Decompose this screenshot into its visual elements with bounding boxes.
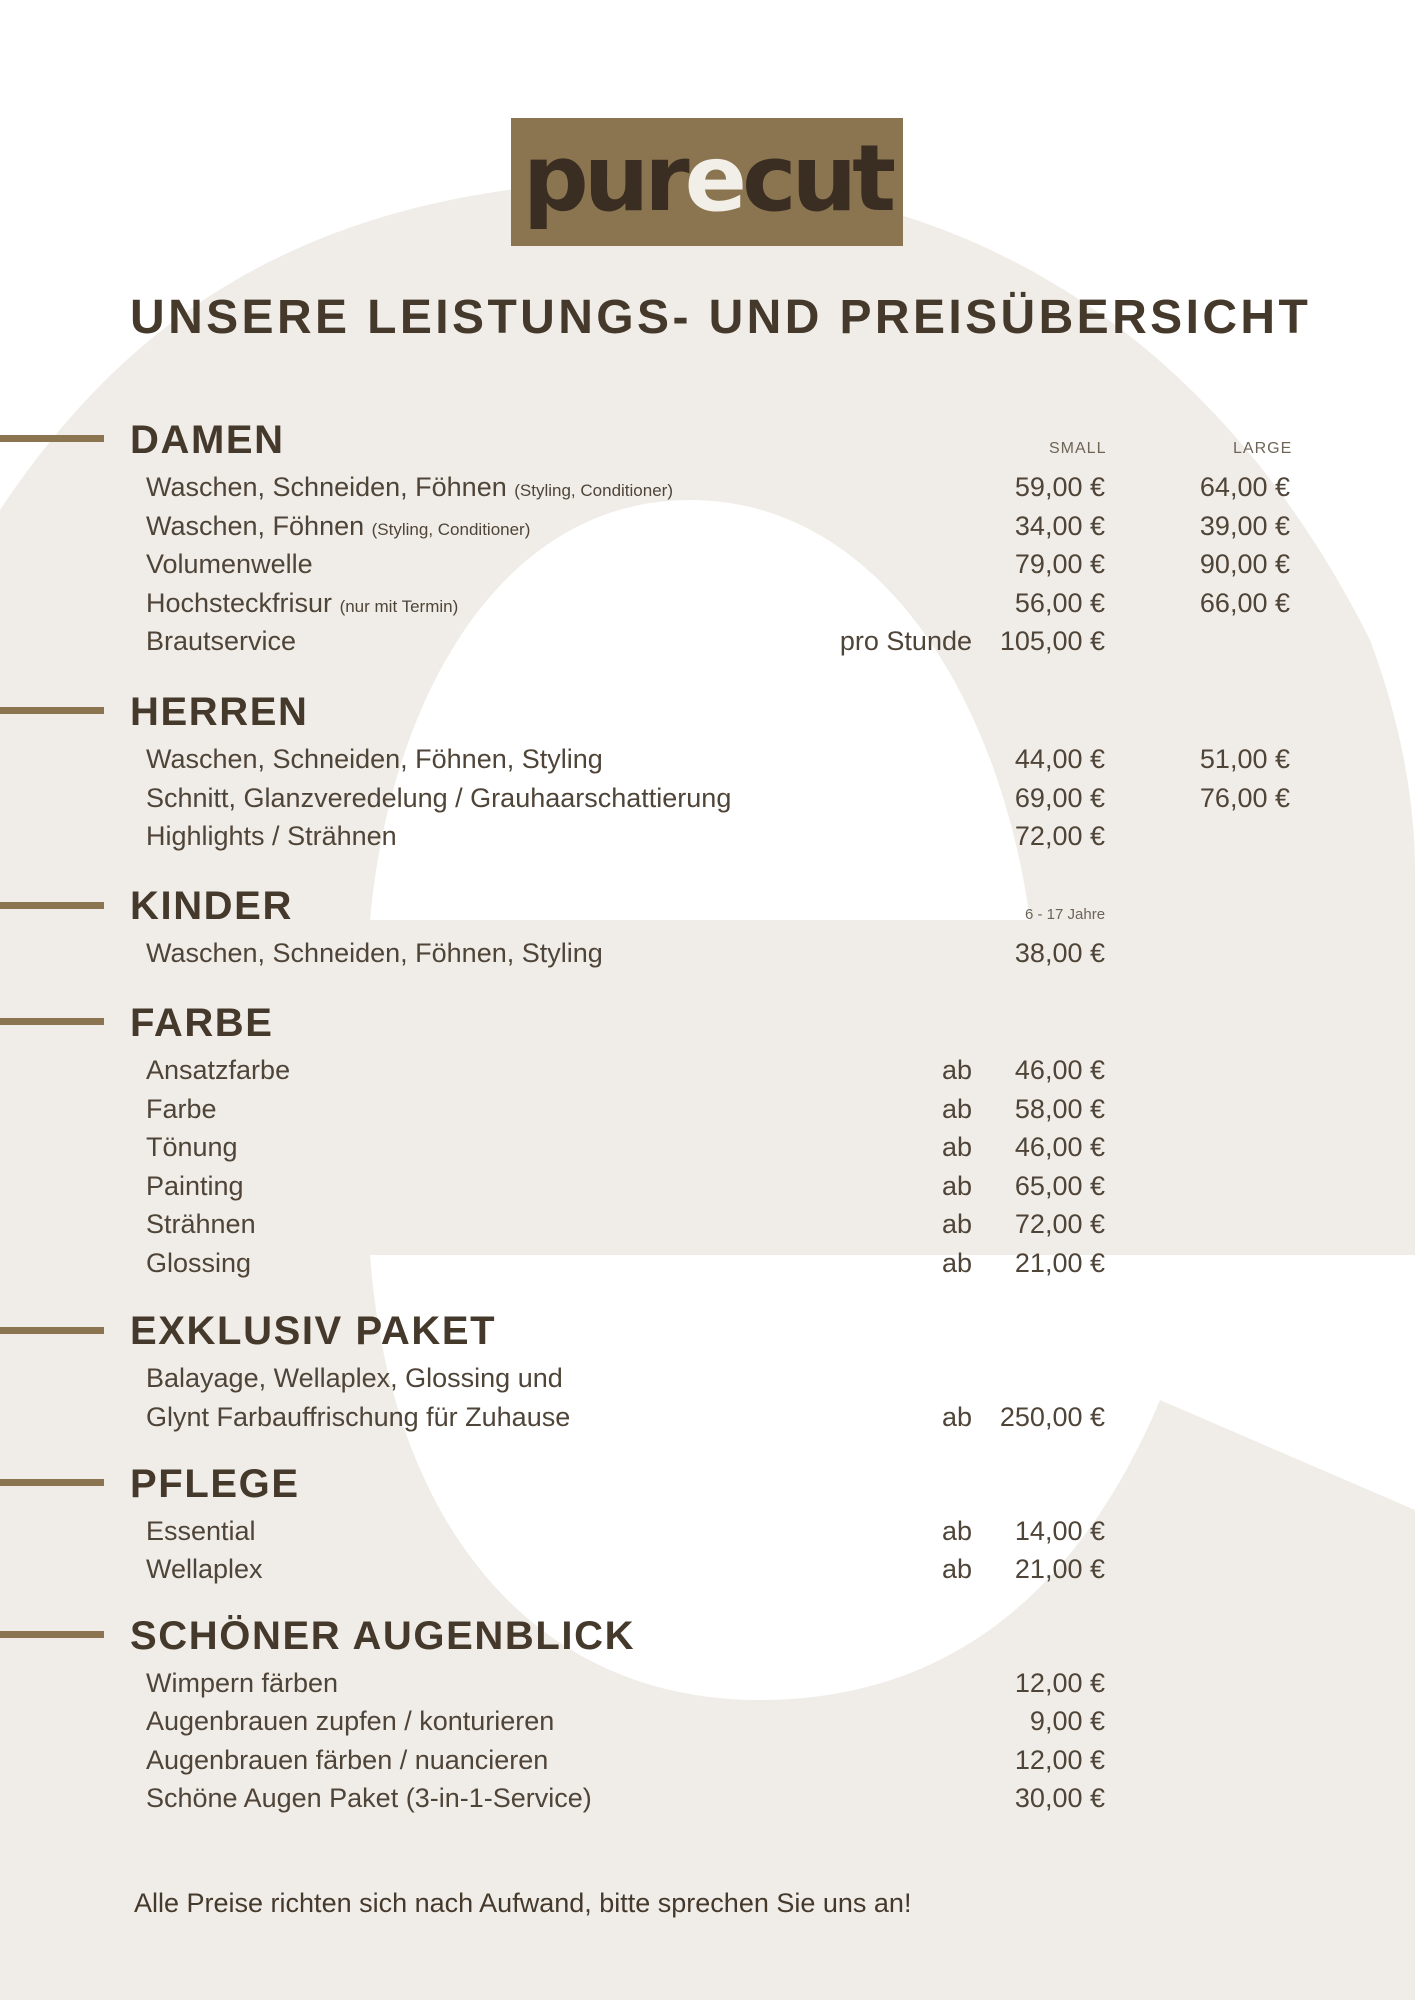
price-row: [0, 1053, 1415, 1087]
price-row: [0, 1704, 1415, 1738]
price-small: 14,00 €: [1014, 1516, 1105, 1546]
service-note: (Styling, Conditioner): [371, 520, 531, 539]
purecut-logo: [511, 118, 903, 246]
price-small: 12,00 €: [1014, 1668, 1105, 1698]
price-row: [0, 1246, 1415, 1280]
logo-text-e: e: [684, 125, 743, 232]
price-row: [0, 1130, 1415, 1164]
price-small: 21,00 €: [1014, 1248, 1105, 1278]
price-qualifier: ab: [941, 1248, 972, 1278]
logo-text-cut: cut: [742, 125, 892, 232]
service-name: Wellaplex: [146, 1554, 263, 1584]
price-small: 58,00 €: [1014, 1094, 1105, 1124]
service-name: Waschen, Schneiden, Föhnen, Styling: [146, 744, 603, 774]
section-title-kinder: KINDER: [130, 884, 293, 928]
price-small: 72,00 €: [1014, 821, 1105, 851]
column-header-large: LARGE: [1233, 440, 1293, 457]
price-qualifier: ab: [941, 1055, 972, 1085]
service-name: Essential: [146, 1516, 256, 1546]
price-row: [0, 1743, 1415, 1777]
price-large: 90,00 €: [1199, 549, 1290, 579]
section-title-pflege: PFLEGE: [130, 1462, 300, 1506]
service-name: Strähnen: [146, 1209, 256, 1239]
price-small: 250,00 €: [999, 1402, 1105, 1432]
price-qualifier: ab: [941, 1171, 972, 1201]
service-name: Balayage, Wellaplex, Glossing und: [146, 1363, 563, 1393]
price-row: [0, 470, 1415, 504]
price-row: [0, 1207, 1415, 1241]
price-small: 9,00 €: [1029, 1706, 1105, 1736]
section-bar: [0, 1327, 104, 1334]
price-row: [0, 1361, 1415, 1395]
price-large: 66,00 €: [1199, 588, 1290, 618]
section-title-exklusiv: EXKLUSIV PAKET: [130, 1309, 497, 1353]
section-bar: [0, 1631, 104, 1638]
section-bar: [0, 1479, 104, 1486]
service-name: Augenbrauen zupfen / konturieren: [146, 1706, 555, 1736]
service-name: Schöne Augen Paket (3-in-1-Service): [146, 1783, 592, 1813]
price-small: 21,00 €: [1014, 1554, 1105, 1584]
price-qualifier: ab: [941, 1554, 972, 1584]
service-name: Schnitt, Glanzveredelung / Grauhaarschattierung: [146, 783, 732, 813]
price-small: 79,00 €: [1014, 549, 1105, 579]
price-large: 51,00 €: [1199, 744, 1290, 774]
section-bar: [0, 902, 104, 909]
price-qualifier: ab: [941, 1132, 972, 1162]
page-title: UNSERE LEISTUNGS- UND PREISÜBERSICHT: [130, 291, 1312, 344]
section-title-damen: DAMEN: [130, 418, 285, 462]
price-row: [0, 1400, 1415, 1434]
price-row: [0, 1514, 1415, 1548]
price-small: 105,00 €: [999, 626, 1105, 656]
price-row: [0, 936, 1415, 970]
price-row: [0, 781, 1415, 815]
section-bar: [0, 435, 104, 442]
price-row: [0, 1666, 1415, 1700]
price-large: 76,00 €: [1199, 783, 1290, 813]
price-small: 44,00 €: [1014, 744, 1105, 774]
price-large: 64,00 €: [1199, 472, 1290, 502]
price-qualifier: pro Stunde: [839, 626, 972, 656]
price-qualifier: ab: [941, 1209, 972, 1239]
price-row: [0, 547, 1415, 581]
service-name: Painting: [146, 1171, 244, 1201]
price-row: [0, 1169, 1415, 1203]
price-small: 65,00 €: [1014, 1171, 1105, 1201]
service-name: Volumenwelle: [146, 549, 313, 579]
section-title-farbe: FARBE: [130, 1001, 274, 1045]
service-name: Waschen, Schneiden, Föhnen (Styling, Conditioner): [146, 472, 673, 502]
price-small: 34,00 €: [1014, 511, 1105, 541]
service-name: Waschen, Schneiden, Föhnen, Styling: [146, 938, 603, 968]
section-bar: [0, 707, 104, 714]
price-row: [0, 1552, 1415, 1586]
service-name: Hochsteckfrisur (nur mit Termin): [146, 588, 459, 618]
service-name: Wimpern färben: [146, 1668, 339, 1698]
price-small: 59,00 €: [1014, 472, 1105, 502]
section-title-augenblick: SCHÖNER AUGENBLICK: [130, 1614, 636, 1658]
column-header-small: SMALL: [1049, 440, 1107, 457]
price-row: [0, 1092, 1415, 1126]
price-small: 69,00 €: [1014, 783, 1105, 813]
service-name: Brautservice: [146, 626, 297, 656]
price-small: 30,00 €: [1014, 1783, 1105, 1813]
price-row: [0, 1781, 1415, 1815]
price-small: 56,00 €: [1014, 588, 1105, 618]
price-row: [0, 819, 1415, 853]
price-small: 46,00 €: [1014, 1132, 1105, 1162]
service-name: Tönung: [146, 1132, 238, 1162]
price-row: [0, 509, 1415, 543]
service-name: Farbe: [146, 1094, 217, 1124]
kinder-age-note: 6 - 17 Jahre: [1025, 906, 1106, 923]
price-small: 12,00 €: [1014, 1745, 1105, 1775]
section-title-herren: HERREN: [130, 690, 309, 734]
price-qualifier: ab: [941, 1402, 972, 1432]
price-row: [0, 586, 1415, 620]
price-qualifier: ab: [941, 1516, 972, 1546]
logo-text-pur: pur: [522, 125, 685, 232]
service-name: Highlights / Strähnen: [146, 821, 397, 851]
section-bar: [0, 1018, 104, 1025]
service-name: Glynt Farbauffrischung für Zuhause: [146, 1402, 571, 1432]
price-row: [0, 742, 1415, 776]
price-small: 72,00 €: [1014, 1209, 1105, 1239]
price-row: [0, 624, 1415, 658]
service-name: Waschen, Föhnen (Styling, Conditioner): [146, 511, 531, 541]
service-name: Augenbrauen färben / nuancieren: [146, 1745, 549, 1775]
service-name: Ansatzfarbe: [146, 1055, 291, 1085]
service-name: Glossing: [146, 1248, 252, 1278]
price-small: 38,00 €: [1014, 938, 1105, 968]
footer-note: Alle Preise richten sich nach Aufwand, bitte sprechen Sie uns an!: [134, 1888, 912, 1918]
price-qualifier: ab: [941, 1094, 972, 1124]
service-note: (nur mit Termin): [339, 597, 459, 616]
service-note: (Styling, Conditioner): [514, 481, 673, 500]
price-large: 39,00 €: [1199, 511, 1290, 541]
price-small: 46,00 €: [1014, 1055, 1105, 1085]
